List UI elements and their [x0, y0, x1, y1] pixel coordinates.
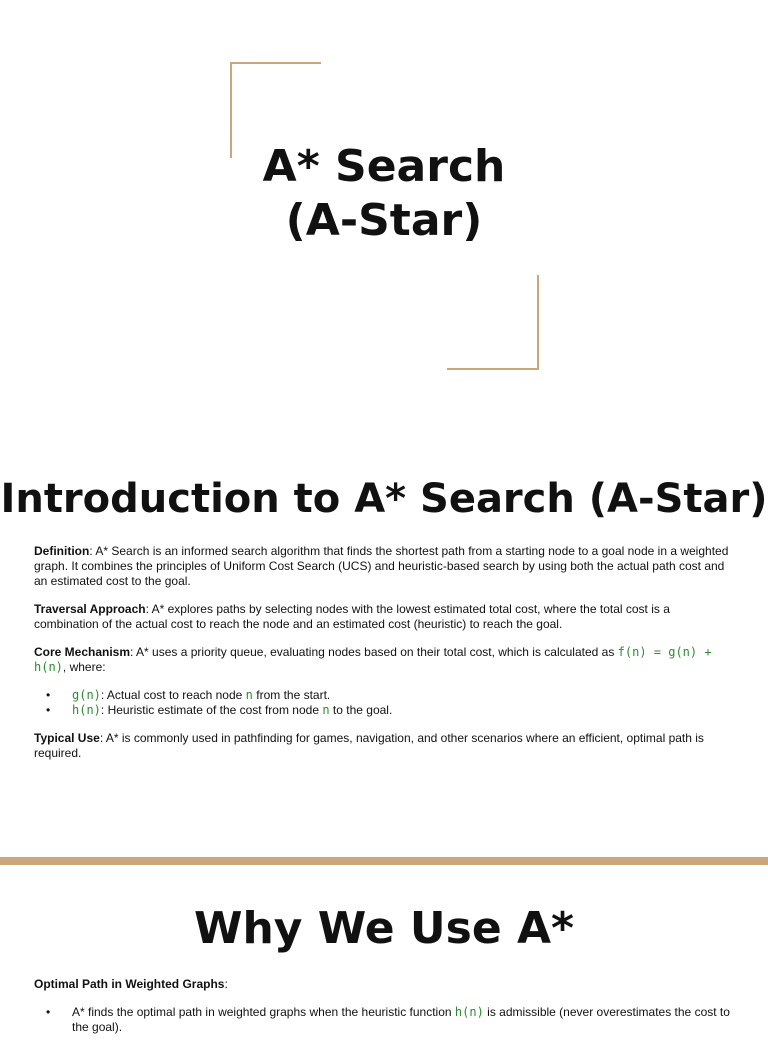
typical-use-text: : A* is commonly used in pathfinding for games, navigation, and other scenarios where an efficient, optimal path is required. [34, 731, 704, 760]
core-text-end: , where: [62, 660, 106, 674]
why-body [34, 977, 734, 1048]
title-slide [0, 0, 768, 430]
bullet-text: A* finds the optimal path in weighted graphs when the heuristic function [72, 1005, 455, 1019]
definition-paragraph [34, 544, 734, 589]
core-paragraph [34, 645, 734, 675]
why-bullet-list [34, 1005, 734, 1035]
optimal-path-label: Optimal Path in Weighted Graphs [34, 977, 225, 991]
traversal-label: Traversal Approach [34, 602, 146, 616]
intro-heading: Introduction to A* Search (A-Star) [0, 476, 768, 522]
bullet-text: : Actual cost to reach node [100, 688, 246, 702]
core-text: : A* uses a priority queue, evaluating nodes based on their total cost, which is calculated as [130, 645, 618, 659]
title-line-2: (A-Star) [285, 195, 483, 246]
bullet-text-end: from the start. [252, 688, 331, 702]
typical-use-paragraph [34, 731, 734, 761]
presentation-title [0, 140, 768, 248]
bullet-text-end: to the goal. [329, 703, 393, 717]
g-of-n-code: g(n) [72, 688, 101, 702]
definition-text: : A* Search is an informed search algorithm that finds the shortest path from a starting node to a goal node in a weighted graph. It combines the principles of Uniform Cost Search (UCS) and heuristic-based search by using both the actual path cost and an estimated cost to the goal. [34, 544, 729, 588]
why-slide [0, 865, 768, 1034]
title-line-1: A* Search [262, 141, 506, 192]
node-n-code: n [322, 703, 330, 717]
intro-slide [0, 430, 768, 857]
frame-corner-bottom-right-vertical [537, 275, 539, 370]
traversal-text: : A* explores paths by selecting nodes with the lowest estimated total cost, where the total cost is a combination of the actual cost to reach the node and an estimated cost (heuristic) to reach the goal. [34, 602, 670, 631]
definition-label: Definition [34, 544, 90, 558]
cost-bullet-list [34, 688, 734, 718]
optimal-path-colon: : [224, 977, 228, 991]
list-item [34, 703, 734, 718]
why-heading: Why We Use A* [193, 903, 575, 954]
core-formula: f(n) = g(n) + h(n) [34, 645, 712, 674]
frame-corner-bottom-right [447, 368, 539, 370]
intro-body [34, 544, 734, 774]
bullet-text: : Heuristic estimate of the cost from node [100, 703, 323, 717]
h-of-n-code: h(n) [454, 1005, 484, 1019]
bullet-text-end: is admissible (never overestimates the cost to the goal). [72, 1005, 730, 1034]
optimal-path-paragraph [34, 977, 734, 992]
core-label: Core Mechanism [34, 645, 131, 659]
frame-corner-top-left [230, 62, 321, 64]
h-of-n-code: h(n) [72, 703, 101, 717]
typical-use-label: Typical Use [34, 731, 100, 745]
node-n-code: n [245, 688, 253, 702]
slide-divider [0, 857, 768, 865]
list-item [34, 688, 734, 703]
list-item [34, 1005, 734, 1035]
traversal-paragraph [34, 602, 734, 632]
